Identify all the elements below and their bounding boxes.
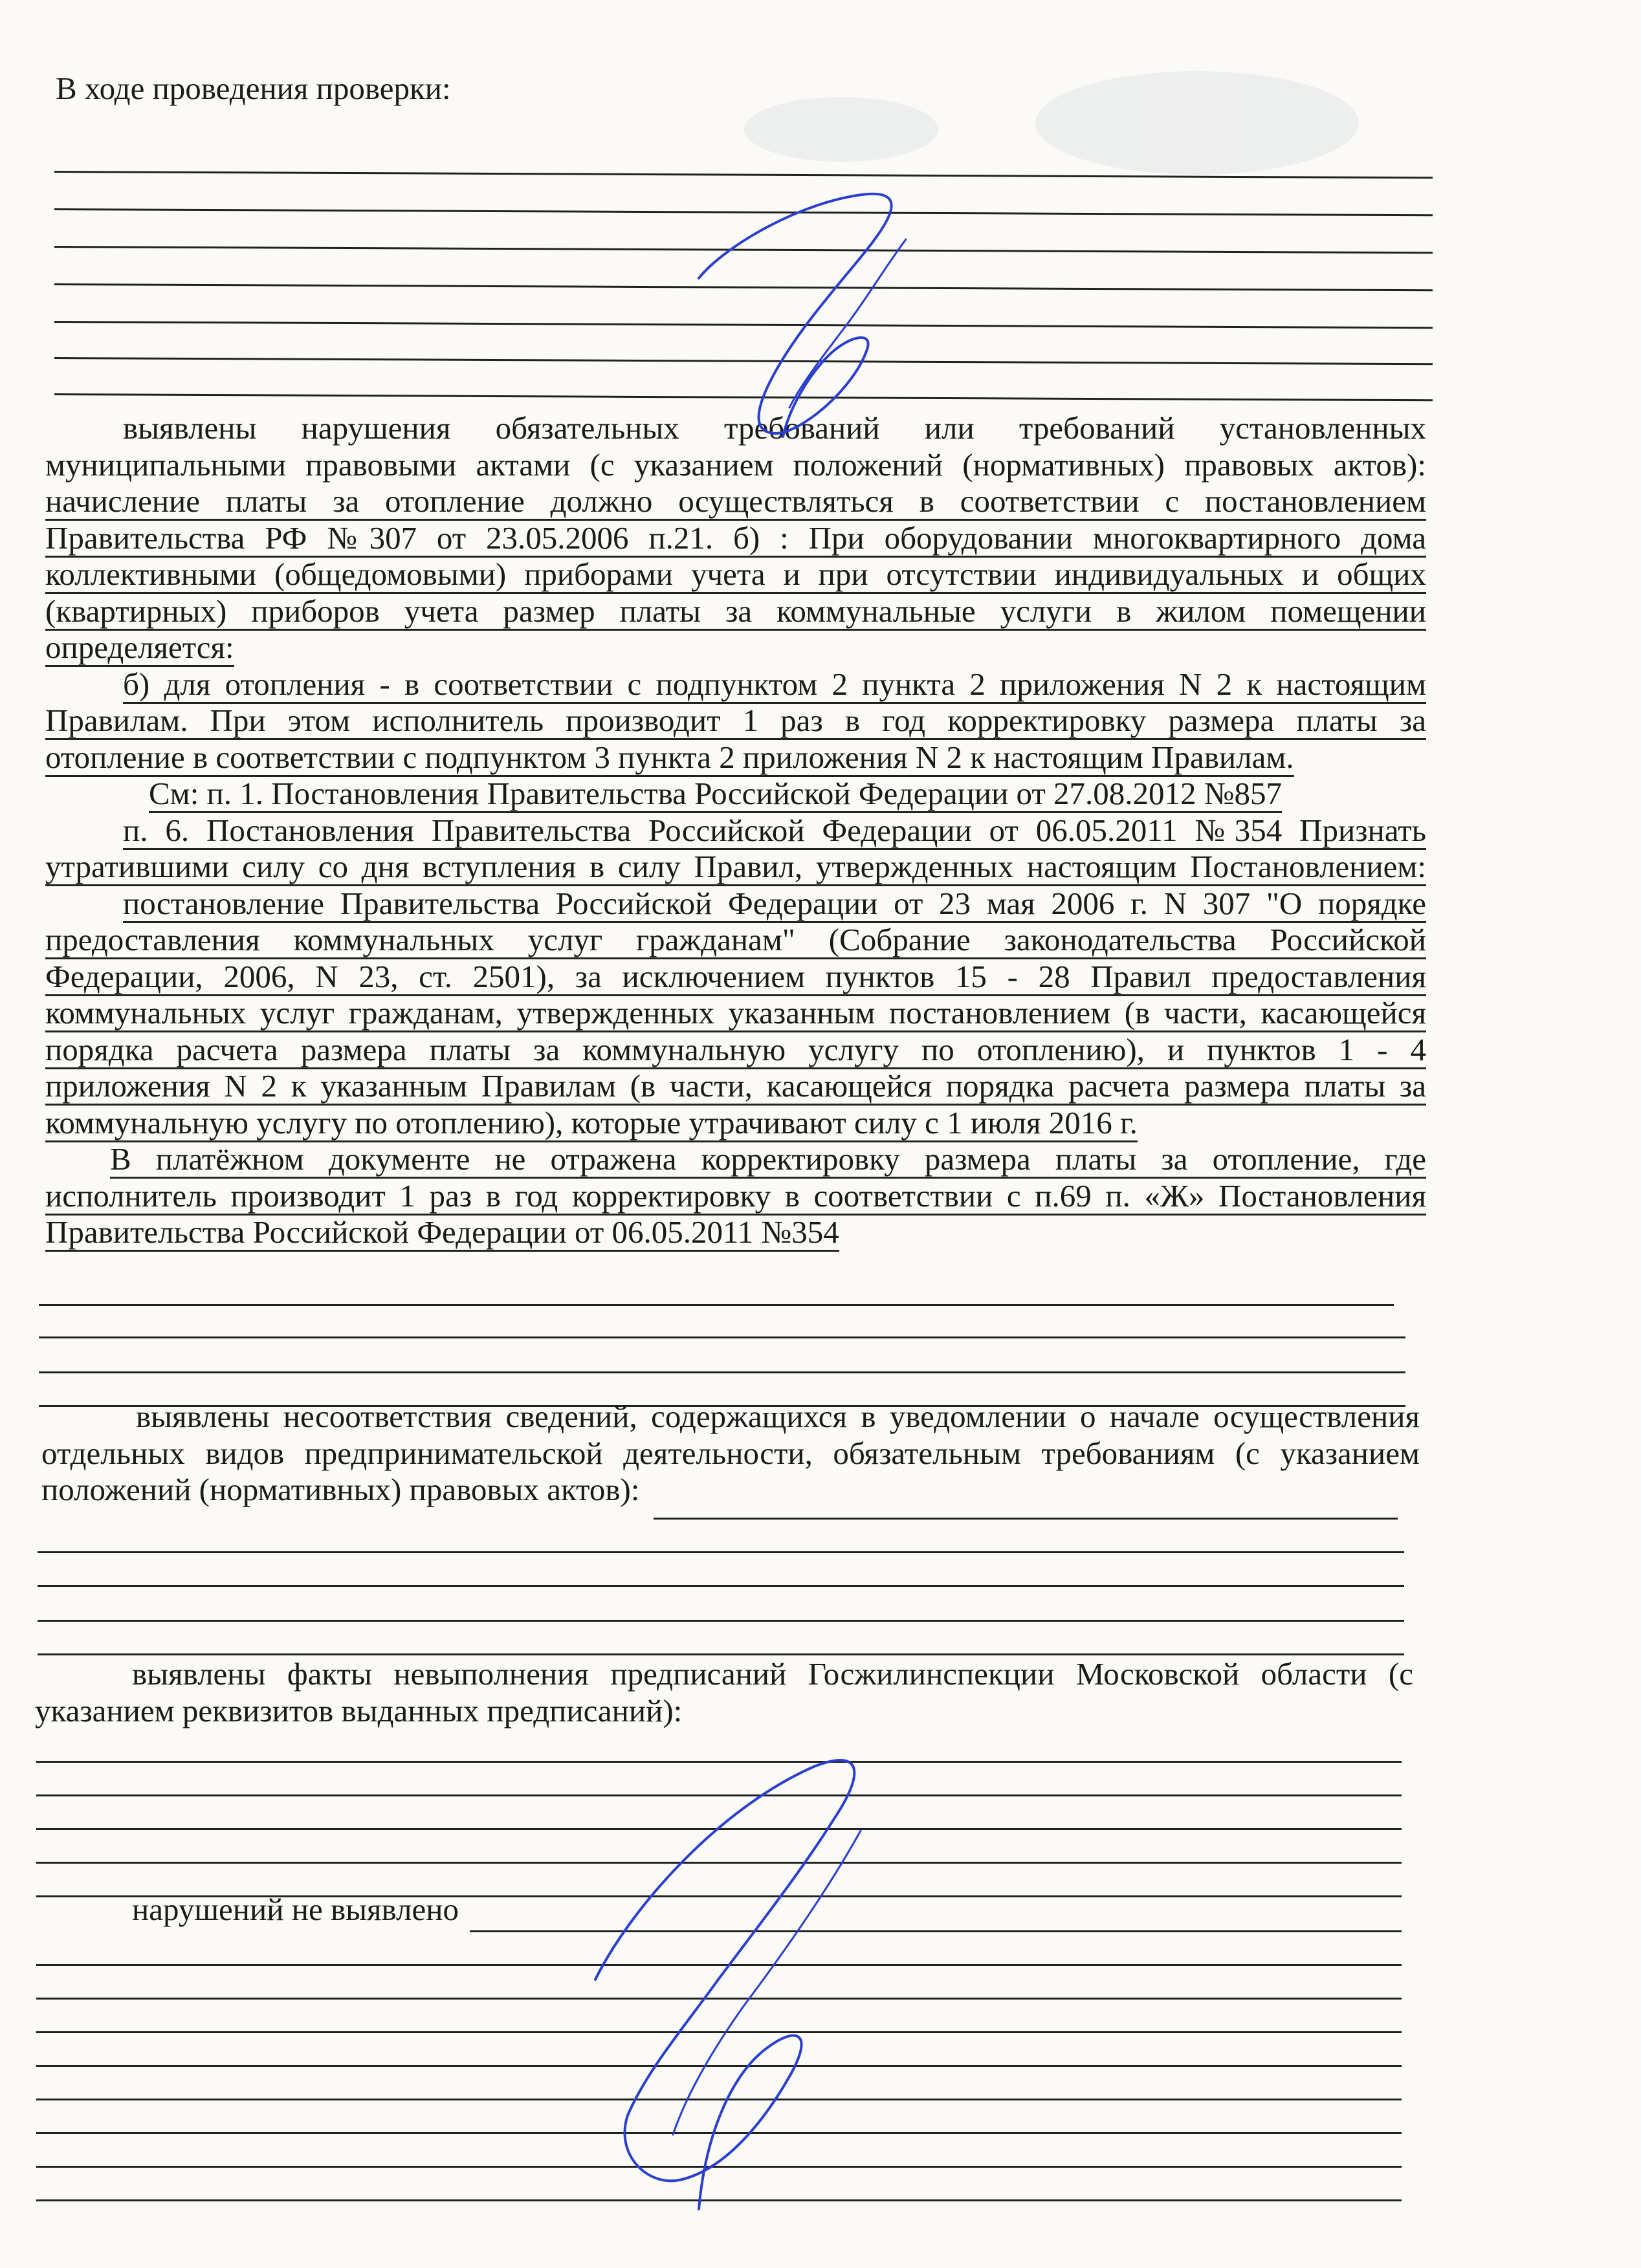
text-line: п. 6. Постановления Правительства Российской Федерации от 06.05.2011 №354 Признать: [45, 812, 1426, 849]
text-line: предоставления коммунальных услуг гражданам" (Собрание законодательства Российской: [45, 922, 1426, 959]
scan-smudge: [744, 97, 938, 162]
text-line: определяется:: [45, 629, 1426, 666]
text-line: отдельных видов предпринимательской деятельности, обязательным требованиям (с указанием: [41, 1435, 1420, 1471]
text-line: выявлены нарушения обязательных требований или требований установленных: [123, 410, 1426, 446]
z-crossout-signature-bottom: [556, 1734, 919, 2212]
text-line: коммунальных услуг гражданам, утвержденных указанным постановлением (в части, касающейся: [45, 995, 1426, 1032]
text-line: начисление платы за отопление должно осуществляться в соответствии с постановлением: [45, 483, 1426, 520]
text-line: коллективными (общедомовыми) приборами учета и при отсутствии индивидуальных и общих: [45, 556, 1426, 593]
violations-paragraph: [45, 410, 1426, 1251]
blank-line: [38, 1551, 1404, 1553]
text-line: отопление в соответствии с подпунктом 3 пункта 2 приложения N 2 к настоящим Правилам.: [45, 739, 1426, 776]
text-line: приложения N 2 к указанным Правилам (в части, касающейся порядка расчета размера платы за: [45, 1068, 1426, 1105]
scan-smudge: [1035, 71, 1359, 175]
text-line: коммунальную услугу по отоплению), которые утрачивают силу с 1 июля 2016 г.: [45, 1105, 1426, 1142]
blank-line: [38, 1585, 1404, 1587]
unfulfilled-orders-paragraph: [35, 1656, 1413, 1729]
blank-line: [654, 1518, 1398, 1520]
text-line: муниципальными правовыми актами (с указанием положений (нормативных) правовых актов):: [45, 446, 1426, 483]
blank-line: [39, 1371, 1405, 1373]
text-line: порядка расчета размера платы за коммунальную услугу по отоплению), и пунктов 1 - 4: [45, 1032, 1426, 1069]
text-line: Федерации, 2006, N 23, ст. 2501), за исключением пунктов 15 - 28 Правил предоставления: [45, 959, 1426, 996]
text-line: См: п. 1. Постановления Правительства Российской Федерации от 27.08.2012 №857: [45, 776, 1426, 812]
text-line: Правилам. При этом исполнитель производит 1 раз в год корректировку размера платы за: [45, 703, 1426, 739]
blank-line: [39, 1304, 1394, 1306]
text-line: указанием реквизитов выданных предписаний):: [35, 1692, 683, 1728]
blank-line: [39, 1336, 1405, 1338]
text-line: постановление Правительства Российской Федерации от 23 мая 2006 г. N 307 "О порядке: [45, 886, 1426, 922]
intro-text: В ходе проведения проверки:: [56, 71, 451, 106]
text-line: (квартирных) приборов учета размер платы за коммунальные услуги в жилом помещении: [45, 593, 1426, 630]
text-line: б) для отопления - в соответствии с подпунктом 2 пункта 2 приложения N 2 к настоящим: [45, 666, 1426, 703]
blank-line: [38, 1653, 1404, 1655]
text-line: В платёжном документе не отражена корректировку размера платы за отопление, где: [45, 1141, 1426, 1178]
text-line: выявлены несоответствия сведений, содержащихся в уведомлении о начале осуществления: [136, 1399, 1420, 1434]
text-line: исполнитель производит 1 раз в год корректировку в соответствии с п.69 п. «Ж» Постановления: [45, 1178, 1426, 1215]
blank-line: [38, 1620, 1404, 1622]
notification-discrepancy-paragraph: [41, 1399, 1420, 1509]
text-line: Правительства РФ №307 от 23.05.2006 п.21. б) : При оборудовании многоквартирного дома: [45, 520, 1426, 557]
text-line: Правительства Российской Федерации от 06.05.2011 №354: [45, 1214, 1426, 1251]
text-line: утратившими силу со дня вступления в силу Правил, утвержденных настоящим Постановлением:: [45, 849, 1426, 886]
z-crossout-signature-top: [673, 175, 971, 446]
text-line: положений (нормативных) правовых актов):: [41, 1472, 640, 1507]
text-line: выявлены факты невыполнения предписаний Госжилинспекции Московской области (с: [132, 1656, 1413, 1692]
no-violations-label: нарушений не выявлено: [132, 1892, 459, 1927]
